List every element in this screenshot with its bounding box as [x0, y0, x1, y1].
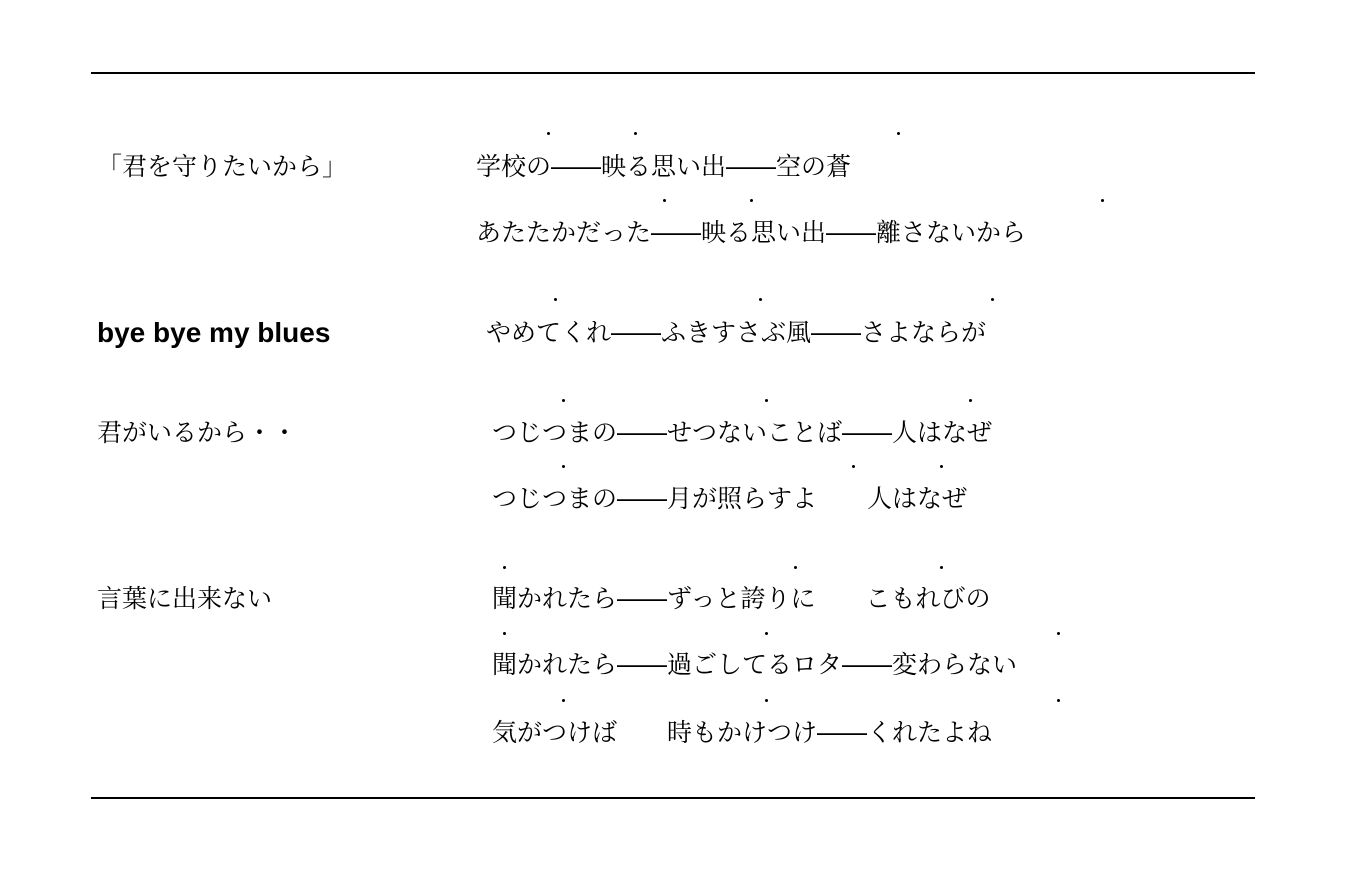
- emphasis-dot: [562, 699, 565, 702]
- emphasis-dot: [750, 199, 753, 202]
- emphasis-dot: [554, 298, 557, 301]
- emphasis-dot: [940, 566, 943, 569]
- emphasis-dot: [765, 632, 768, 635]
- emphasis-dot: [562, 399, 565, 402]
- section-label-1: 「君を守りたいから」: [97, 152, 348, 181]
- emphasis-dot: [991, 298, 994, 301]
- emphasis-dot: [759, 298, 762, 301]
- emphasis-dot: [794, 566, 797, 569]
- emphasis-dot: [634, 132, 637, 135]
- lyric-line-text: 気がつけば 時もかけつけ――くれたよね: [492, 718, 993, 747]
- emphasis-dot: [1057, 632, 1060, 635]
- lyric-line-text: つじつまの――月が照らすよ 人はなぜ: [492, 484, 968, 513]
- emphasis-dot: [897, 132, 900, 135]
- lyric-line-3-1: [492, 418, 1252, 450]
- lyric-line-text: つじつまの――せつないことば――人はなぜ: [492, 418, 993, 447]
- emphasis-dot: [940, 465, 943, 468]
- bottom-rule: [91, 797, 1255, 799]
- lyric-line-text: 聞かれたら――過ごしてるロタ――変わらない: [492, 650, 1018, 679]
- lyric-line-2-1: [486, 318, 1246, 350]
- emphasis-dot: [547, 132, 550, 135]
- emphasis-dot: [765, 399, 768, 402]
- emphasis-dot: [1057, 699, 1060, 702]
- emphasis-dot: [1101, 199, 1104, 202]
- top-rule: [91, 72, 1255, 74]
- section-label-3: 君がいるから・・: [97, 418, 298, 447]
- emphasis-dot: [765, 699, 768, 702]
- lyric-line-text: あたたかだった――映る思い出――離さないから: [476, 218, 1027, 247]
- lyric-line-1-2: [476, 218, 1236, 250]
- emphasis-dot: [663, 199, 666, 202]
- emphasis-dot: [852, 465, 855, 468]
- section-label-4: 言葉に出来ない: [97, 584, 273, 613]
- lyric-line-4-1: [492, 584, 1252, 616]
- lyric-line-text: やめてくれ――ふきすさぶ風――さよならが: [486, 318, 987, 347]
- lyric-line-text: 聞かれたら――ずっと誇りに こもれびの: [492, 584, 991, 613]
- lyric-line-3-2: [492, 484, 1252, 516]
- emphasis-dot: [503, 632, 506, 635]
- emphasis-dot: [503, 566, 506, 569]
- lyric-line-4-2: [492, 650, 1252, 682]
- lyric-line-4-3: [492, 718, 1252, 750]
- lyric-line-text: 学校の――映る思い出――空の蒼: [476, 152, 852, 181]
- lyric-line-1-1: [476, 152, 1236, 184]
- section-label-2: bye bye my blues: [97, 317, 331, 348]
- emphasis-dot: [562, 465, 565, 468]
- emphasis-dot: [969, 399, 972, 402]
